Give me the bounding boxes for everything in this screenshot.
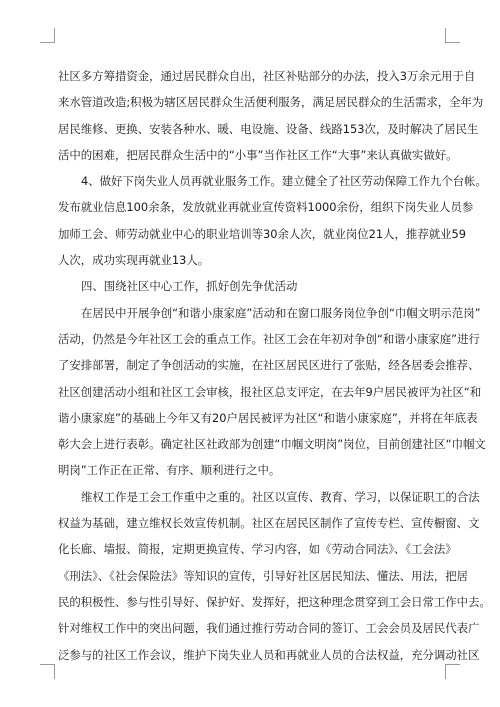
paragraph-reemployment <box>58 168 487 273</box>
text-line: 明岗”工作正在正常、有序、顺利进行之中。 <box>58 463 281 478</box>
text-line: 泛参与的社区工作会议，维护下岗失业人员和再就业人员的合法权益，充分调动社区 <box>58 647 480 662</box>
text-line: 来水管道改造;积极为辖区居民群众生活便利服务，满足居民群众的生活需求，全年为 <box>58 95 484 110</box>
paragraph-rights-protection <box>58 484 491 668</box>
text-line: 活中的困难，把居民群众生活中的“小事”当作社区工作“大事”来认真做实做好。 <box>58 147 458 162</box>
text-line: 谐小康家庭”的基础上今年又有20户居民被评为社区“和谐小康家庭”，并将在年底表 <box>58 410 478 425</box>
text-line: 针对维权工作中的突出问题，我们通过推行劳动合同的签订、工会会员及居民代表广 <box>58 621 480 636</box>
text-line: 社区创建活动小组和社区工会审核，报社区总支评定，在去年9户居民被评为社区“和 <box>58 384 482 399</box>
text-line: 维权工作是工会工作重中之重的。社区以宣传、教育、学习，以保证职工的合法 <box>81 489 480 504</box>
text-line: 活动，仍然是今年社区工会的重点工作。社区工会在年初对争创“和谐小康家庭”进行 <box>58 331 480 346</box>
text-line: 社区多方筹措资金，通过居民群众自出，社区补贴部分的办法，投入3万余元用于自 <box>58 69 476 83</box>
text-line: 发布就业信息100余条，发放就业再就业宣传资料1000余份，组织下岗失业人员参 <box>58 200 474 215</box>
crop-mark-bottom-left <box>40 664 55 679</box>
text-line: 在居民中开展争创“和谐小康家庭”活动和在窗口服务岗位争创“巾帼文明示范岗” <box>81 305 481 320</box>
section-heading-four <box>58 273 442 299</box>
crop-mark-bottom-right <box>445 664 460 679</box>
text-line: 居民维修、更换、安装各种水、暖、电设施、设备、线路153次，及时解决了居民生 <box>58 121 479 136</box>
text-line: 民的积极性、参与性引导好、保护好、发挥好，把这种理念贯穿到工会日常工作中去。 <box>58 594 491 609</box>
paragraph-model-household <box>58 300 486 484</box>
crop-mark-top-right <box>445 28 460 43</box>
text-line: 人次，成功实现再就业13人。 <box>58 253 210 268</box>
text-line: 加师工会、师劳动就业中心的职业培训等30余人次，就业岗位21人，推荐就业59 <box>58 226 466 241</box>
text-line: 化长廊、墙报、简报，定期更换宣传、学习内容，如《劳动合同法》、《工会法》 <box>58 542 457 557</box>
text-line: 彰大会上进行表彰。确定社区社政部为创建“巾帼文明岗”岗位，目前创建社区“巾帼文 <box>58 437 486 452</box>
paragraph-water-maintenance <box>58 63 484 168</box>
crop-mark-top-left <box>40 28 55 43</box>
section-heading: 四、围绕社区中心工作，抓好创先争优活动 <box>81 279 298 294</box>
text-line: 《刑法》、《社会保险法》等知识的宣传，引导好社区居民知法、懂法、用法，把居 <box>58 568 469 583</box>
text-line: 权益为基础，建立维权长效宣传机制。社区在居民区制作了宣传专栏、宣传橱窗、文 <box>58 516 480 531</box>
text-line: 了安排部署，制定了争创活动的实施，在社区居民区进行了张贴，经各居委会推荐、 <box>58 358 480 373</box>
document-body <box>58 63 491 668</box>
text-line: 4、做好下岗失业人员再就业服务工作。建立健全了社区劳动保障工作九个台帐。 <box>81 174 487 189</box>
